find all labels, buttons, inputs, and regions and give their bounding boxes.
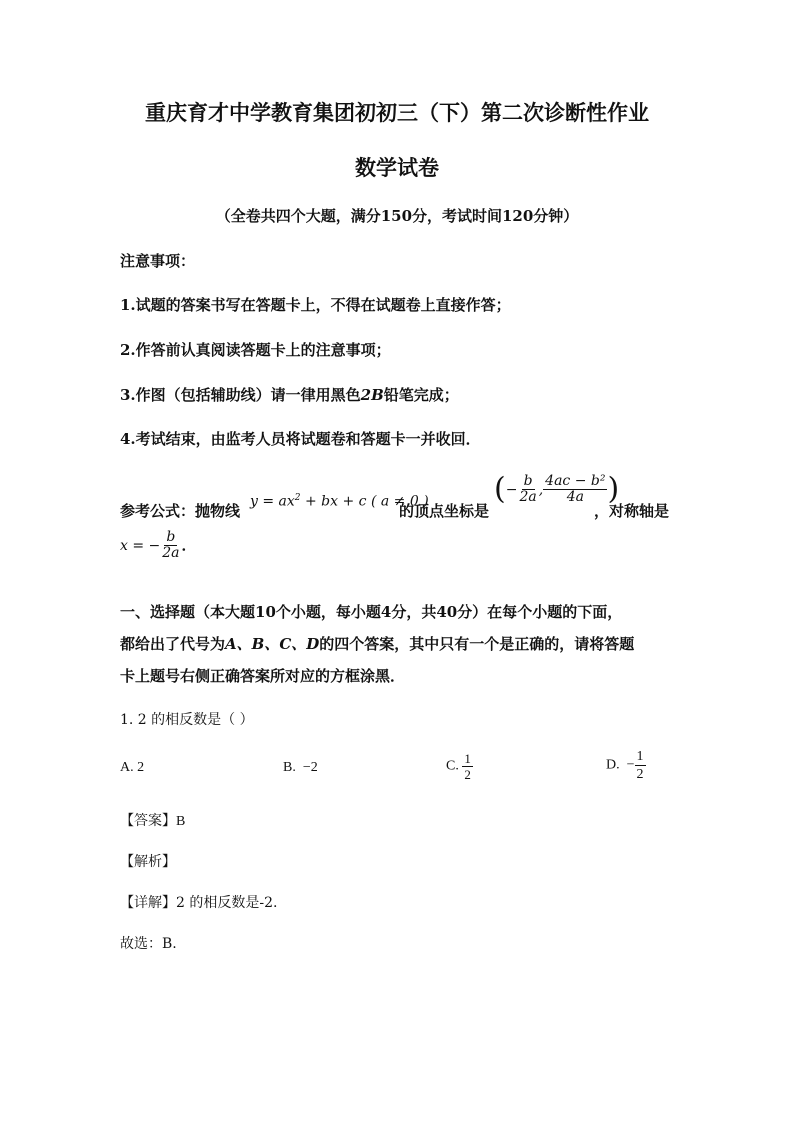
section1-line-3: 卡上题号右侧正确答案所对应的方框涂黑． (120, 667, 406, 685)
exam-title: 重庆育才中学教育集团初初三（下）第二次诊断性作业 (145, 100, 649, 125)
answer-value: B (176, 814, 186, 829)
section1-line-2: 都给出了代号为A、B、C、D的四个答案，其中只有一个是正确的，请将答题 (120, 635, 635, 653)
option-b: B. −2 (283, 760, 318, 775)
vertex-x-fraction: $\frac{b}{2a}$ (519, 473, 537, 505)
axis-fraction: $\frac{b}{2a}$ (162, 529, 180, 561)
answer-line (120, 810, 185, 830)
question-1-stem: 1. 2 的相反数是（ ） (120, 712, 254, 728)
formula-prefix: 参考公式：抛物线 (120, 502, 241, 520)
parabola-equation: $y = ax^2$ + bx + c ( a ≠ 0 ) (250, 493, 429, 510)
option-d-fraction: $\frac{1}{2}$ (636, 749, 644, 782)
note-item-3: 3.作图（包括辅助线）请一律用黑色2B铅笔完成； (120, 386, 459, 404)
analysis-tag: 【解析】 (120, 854, 176, 870)
vertex-coordinate: (− $\frac{b}{2a}$ , $\frac{\text{4ac − b²}}{4a}$ ) (494, 471, 620, 507)
axis-text: ，对称轴是 (594, 502, 670, 520)
section1-line-1: 一、选择题（本大题10个小题，每小题4分，共40分）在每个小题的下面， (120, 603, 623, 621)
option-a: A. 2 (120, 760, 145, 775)
notes-heading: 注意事项： (120, 252, 196, 270)
pencil-grade: 2B (360, 386, 384, 404)
option-c-fraction: $\frac{1}{2}$ (464, 751, 471, 782)
option-d: D. − $\frac{1}{2}$ (606, 749, 644, 782)
conclusion-line: 故选：B. (120, 936, 177, 952)
note-item-1: 1.试题的答案书写在答题卡上，不得在试题卷上直接作答； (120, 296, 511, 314)
vertex-y-fraction: $\frac{\text{4ac − b²}}{4a}$ (545, 473, 606, 505)
detail-line: 【详解】2 的相反数是-2. (120, 895, 278, 911)
note-item-4: 4.考试结束，由监考人员将试题卷和答题卡一并收回． (120, 430, 481, 448)
note-item-2: 2.作答前认真阅读答题卡上的注意事项； (120, 341, 391, 359)
answer-tag: 【答案】 (120, 813, 176, 829)
option-c: C. $\frac{1}{2}$ (446, 751, 471, 782)
axis-formula: x = − $\frac{b}{2a}$ ． (120, 529, 197, 561)
detail-tag: 【详解】 (120, 895, 176, 911)
exam-subject: 数学试卷 (355, 155, 439, 180)
exam-info: （全卷共四个大题，满分150分，考试时间120分钟） (215, 207, 579, 225)
vertex-text: 的顶点坐标是 (399, 502, 490, 520)
